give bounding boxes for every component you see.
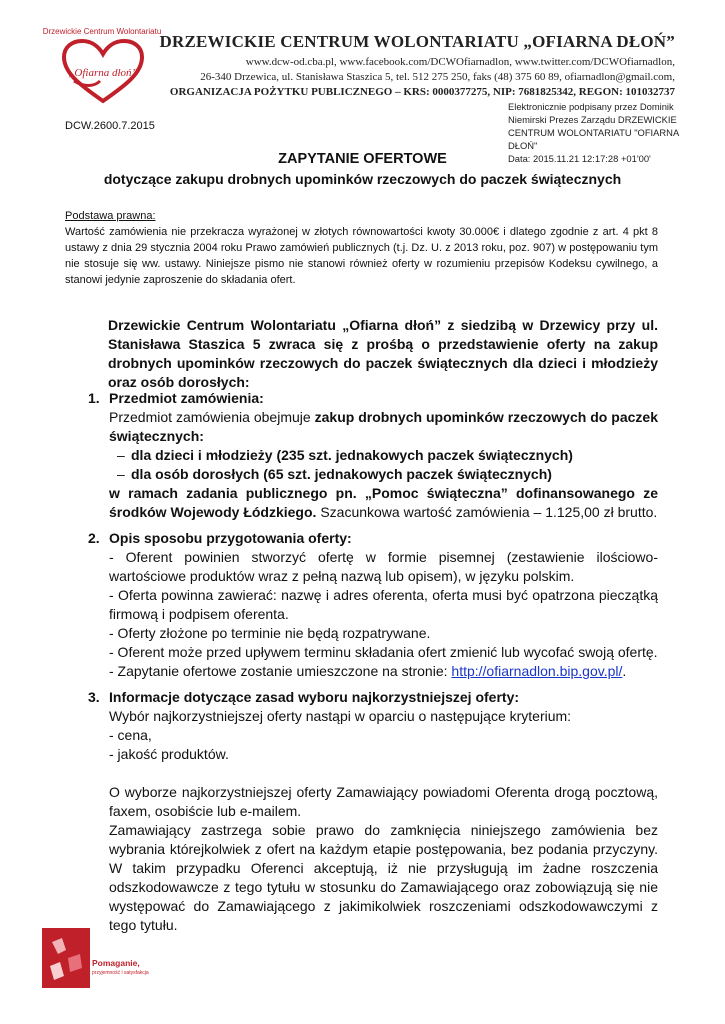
organization-web: www.dcw-od.cba.pl, www.facebook.com/DCWOfiarnadlon, www.twitter.com/DCWOfiarnadlon, [245,56,675,68]
organization-name: DRZEWICKIE CENTRUM WOLONTARIATU „OFIARNA DŁOŃ” [159,32,675,51]
section-lead: Przedmiot zamówienia obejmuje zakup drobnych upominków rzeczowych do paczek świątecznych: [109,409,658,444]
logo-heart-text: „Ofiarna dłoń” [68,67,138,79]
footer-logo [42,928,149,988]
section-heading: Opis sposobu przygotowania oferty: [109,530,352,546]
legal-basis [65,208,658,288]
list-item: - jakość produktów. [109,746,229,762]
list-item: - Oferta powinna zawierać: nazwę i adres oferenta, oferta musi być opatrzona pieczątką firmową i podpisem oferenta. [109,587,658,622]
signature-line: CENTRUM WOLONTARIATU "OFIARNA DŁOŃ" [508,127,679,151]
section-number: 2. [88,530,100,546]
signature-line: Niemirski Prezes Zarządu DRZEWICKIE [508,114,677,125]
section-tail: w ramach zadania publicznego pn. „Pomoc świąteczna” dofinansowanego ze środków Wojewody Łódzkiego. Szacunkowa wartość zamówienia – 1.125,00 zł brutto. [109,485,658,520]
helping-hands-icon [42,928,90,988]
document-subtitle: dotyczące zakupu drobnych upominków rzeczowych do paczek świątecznych [103,171,622,187]
organization-status: ORGANIZACJA POŻYTKU PUBLICZNEGO – KRS: 0000377275, NIP: 7681825342, REGON: 101032737 [169,86,675,98]
section-number: 1. [88,390,100,406]
section-lead: Wybór najkorzystniejszej oferty nastąpi w oparciu o następujące kryterium: [109,708,572,724]
list-item: - Oferent może przed upływem terminu składania ofert zmienić lub wycofać swoją ofertę. [109,644,658,660]
section-heading: Informacje dotyczące zasad wyboru najkorzystniejszej oferty: [109,689,520,705]
reference-number: DCW.2600.7.2015 [65,120,155,132]
footer-logo-subtext: przyjemność i satysfakcja [92,970,149,976]
paragraph: Zamawiający zastrzega sobie prawo do zamknięcia niniejszego zamówienia bez wybrania którejkolwiek z ofert na każdym etapie postępowania, bez podania przyczyny. W takim przypadku Oferenci akceptują, iż nie przysługują im żadne roszczenia odszkodowawcze z tego tytułu w stosunku do Zamawiającego oraz zobowiązują się nie występować do Zamawiającego z jakimikolwiek roszczeniami odszkodowawczymi z tego tytułu. [109,822,658,933]
footer-logo-text: Pomaganie, [92,958,140,968]
list-item: - Zapytanie ofertowe zostanie umieszczone na stronie: http://ofiarnadlon.bip.gov.pl/. [109,663,627,679]
document-title: ZAPYTANIE OFERTOWE [278,151,447,167]
list-item: – dla dzieci i młodzieży (235 szt. jednakowych paczek świątecznych) [117,447,573,463]
organization-address: 26-340 Drzewica, ul. Stanisława Staszica 5, tel. 512 275 250, faks (48) 375 60 89, ofiarnadlon@gmail.com, [200,71,675,83]
legal-basis-text: Wartość zamówienia nie przekracza wyrażonej w złotych równowartości kwoty 30.000€ i dlatego zgodnie z art. 4 pkt 8 ustawy z dnia 29 stycznia 2004 roku Prawo zamówień publicznych (t.j. Dz. U. z 2013 roku, poz. 907) w postępowaniu tym nie stosuje się ww. ustawy. Niniejsze pismo nie stanowi również oferty w rozumieniu przepisów Kodeksu cywilnego, a stanowi jedynie zaproszenie do składania ofert. [65,226,658,286]
intro-paragraph: Drzewickie Centrum Wolontariatu „Ofiarna dłoń” z siedzibą w Drzewicy przy ul. Stanisława Staszica 5 zwraca się z prośbą o przedstawienie oferty na zakup drobnych upominków rzeczowych do paczek świątecznych dla dzieci i młodzieży oraz osób dorosłych: [108,317,658,390]
list-item: - Oferent powinien stworzyć ofertę w formie pisemnej (zestawienie ilościowo-wartościowe produktów wraz z pełną nazwą lub opisem), w języku polskim. [109,549,658,584]
letterhead [160,32,675,100]
list-item: – dla osób dorosłych (65 szt. jednakowych paczek świątecznych) [117,466,552,482]
section-heading: Przedmiot zamówienia: [109,390,264,406]
list-item: - cena, [109,727,152,743]
paragraph: O wyborze najkorzystniejszej oferty Zamawiający powiadomi Oferenta drogą pocztową, faxem, osobiście lub e-mailem. [109,784,658,819]
organization-logo [42,27,162,105]
signature-line: Elektronicznie podpisany przez Dominik [508,101,674,112]
list-item: - Oferty złożone po terminie nie będą rozpatrywane. [109,625,431,641]
logo-top-text: Drzewickie Centrum Wolontariatu [42,27,162,36]
signature-line: Data: 2015.11.21 12:17:28 +01'00' [508,153,651,164]
legal-basis-heading: Podstawa prawna: [65,210,156,222]
section-number: 3. [88,689,100,705]
bip-link[interactable]: http://ofiarnadlon.bip.gov.pl/ [451,663,623,679]
